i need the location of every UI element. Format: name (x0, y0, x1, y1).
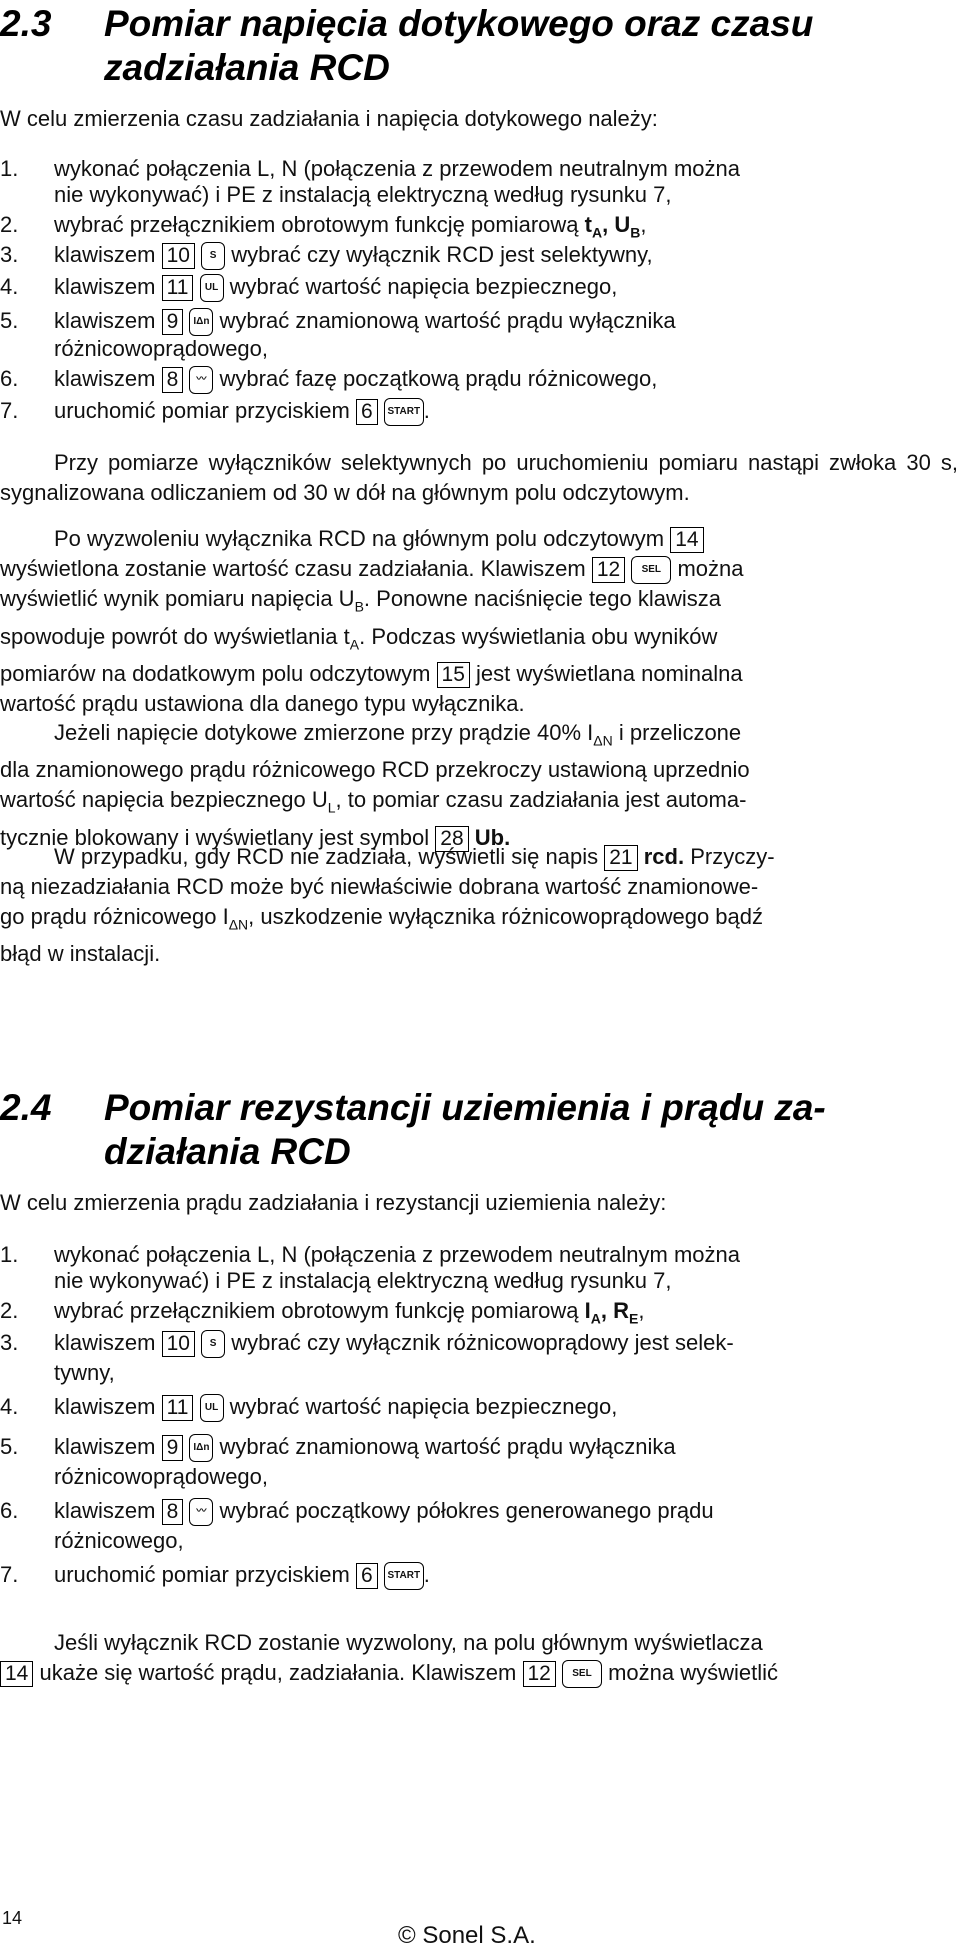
list-item-3: 3. klawiszem 10 S wybrać czy wyłącznik RCD jest selektywny, (0, 240, 653, 270)
selective-key-icon: S (201, 1330, 225, 1358)
list-item-2: 2. wybrać przełącznikiem obrotowym funkcję pomiarową $t_A$, $U_B$, (0, 212, 647, 241)
list-item-5-cont: różnicowoprądowego, (54, 1464, 269, 1489)
rcd-symbol: rcd. (643, 844, 685, 869)
list-item-5: 5. klawiszem 9 IΔn wybrać znamionową wartość prądu wyłącznika (0, 1432, 676, 1462)
intro-text: W celu zmierzenia czasu zadziałania i napięcia dotykowego należy: (0, 106, 658, 131)
key-number-box: 8 (162, 367, 184, 393)
start-key-icon: START (384, 1562, 424, 1590)
key-number-box: 6 (356, 399, 378, 425)
page-number: 14 (2, 1908, 23, 1928)
section-title-line2: działania RCD (104, 1131, 351, 1172)
selective-key-icon: S (201, 242, 225, 270)
intro-text: W celu zmierzenia prądu zadziałania i rezystancji uziemienia należy: (0, 1190, 667, 1215)
sel-key-icon: SEL (562, 1660, 602, 1688)
phase-key-icon: 〰 (189, 366, 213, 394)
current-key-icon: IΔn (189, 1434, 213, 1462)
key-number-box: 9 (162, 309, 184, 335)
sel-key-icon: SEL (631, 556, 671, 584)
list-item-4: 4. klawiszem 11 UL wybrać wartość napięcia bezpiecznego, (0, 1392, 617, 1422)
list-item-2: 2. wybrać przełącznikiem obrotowym funkcję pomiarową $I_A$, $R_E$, (0, 1298, 645, 1327)
section-title-line1: Pomiar rezystancji uziemienia i prądu za- (104, 1087, 826, 1128)
section-title-line1: Pomiar napięcia dotykowego oraz czasu (104, 3, 814, 44)
key-number-box: 11 (162, 275, 194, 301)
list-item-1-cont: nie wykonywać) i PE z instalacją elektryczną według rysunku 7, (54, 1268, 672, 1293)
list-item-7: 7. uruchomić pomiar przyciskiem 6 START . (0, 1560, 430, 1590)
ub-symbol: Ub. (474, 824, 511, 850)
section-heading-2-3 (0, 2, 813, 90)
list-item-6: 6. klawiszem 8 〰 wybrać fazę początkową prądu różnicowego, (0, 364, 657, 394)
list-item-4: 4. klawiszem 11 UL wybrać wartość napięcia bezpiecznego, (0, 272, 617, 302)
current-key-icon: IΔn (189, 308, 213, 336)
paragraph-no-trip: W przypadku, gdy RCD nie zadziała, wyświetli się napis 21 rcd. Przyczy- ną niezadziałania RCD może być niewłaściwie dobrana wartość znamionowe- go prądu różnicowego $I_{\Delta N}$, uszkodzenie wyłącznika różnicowoprądowego bądź błąd w instalacji. (0, 844, 775, 967)
start-key-icon: START (384, 398, 424, 426)
paragraph-blocked: Jeżeli napięcie dotykowe zmierzone przy prądzie 40% $I_{\Delta N}$ i przeliczone dla znamionowego prądu różnicowego RCD przekroczy ustawioną uprzednio wartość napięcia bezpiecznego $U_L$, to pomiar czasu zadziałania jest automa- tycznie blokowany i wyświetlany jest symbol 28 Ub. (0, 720, 750, 850)
list-item-1-cont: nie wykonywać) i PE z instalacją elektryczną według rysunku 7, (54, 182, 672, 207)
key-number-box: 10 (162, 243, 195, 269)
list-item-7: 7. uruchomić pomiar przyciskiem 6 START . (0, 396, 430, 426)
voltage-key-icon: UL (200, 1394, 224, 1422)
voltage-key-icon: UL (200, 274, 224, 302)
list-item-1: 1. wykonać połączenia L, N (połączenia z przewodem neutralnym można (0, 156, 741, 181)
paragraph-tripped: Jeśli wyłącznik RCD zostanie wyzwolony, na polu głównym wyświetlacza 14 ukaże się wartość prądu, zadziałania. Klawiszem 12 SEL można wyświetlić (0, 1628, 958, 1688)
footer-copyright: © Sonel S.A. (398, 1922, 536, 1949)
list-item-1: 1. wykonać połączenia L, N (połączenia z przewodem neutralnym można (0, 1242, 741, 1267)
list-item-5: 5. klawiszem 9 IΔn wybrać znamionową wartość prądu wyłącznika (0, 306, 676, 336)
paragraph-result: Po wyzwoleniu wyłącznika RCD na głównym polu odczytowym 14 wyświetlona zostanie wartość czasu zadziałania. Klawiszem 12 SEL można wyświetlić wynik pomiaru napięcia $U_B$. Ponowne naciśnięcie tego klawisza spowoduje powrót do wyświetlania $t_A$. Podczas wyświetlania obu wyników pomiarów na dodatkowym polu odczytowym 15 jest wyświetlana nominalna wartość prądu ustawiona dla danego typu wyłącznika. (0, 526, 744, 716)
section-number: 2.4 (0, 1087, 52, 1128)
list-item-3-cont: tywny, (54, 1360, 115, 1385)
list-item-6: 6. klawiszem 8 〰 wybrać początkowy półokres generowanego prądu (0, 1496, 714, 1526)
section-number: 2.3 (0, 3, 52, 44)
section-title-line2: zadziałania RCD (104, 47, 390, 88)
paragraph-selective: Przy pomiarze wyłączników selektywnych po uruchomieniu pomiaru nastąpi zwłoka 30 s, sygnalizowana odliczaniem od 30 w dół na głównym polu odczytowym. (0, 450, 958, 505)
list-item-3: 3. klawiszem 10 S wybrać czy wyłącznik różnicowoprądowy jest selek- (0, 1328, 734, 1358)
phase-key-icon: 〰 (189, 1498, 213, 1526)
list-item-6-cont: różnicowego, (54, 1528, 184, 1553)
list-item-5-cont: różnicowoprądowego, (54, 336, 269, 361)
section-heading-2-4 (0, 1086, 826, 1174)
